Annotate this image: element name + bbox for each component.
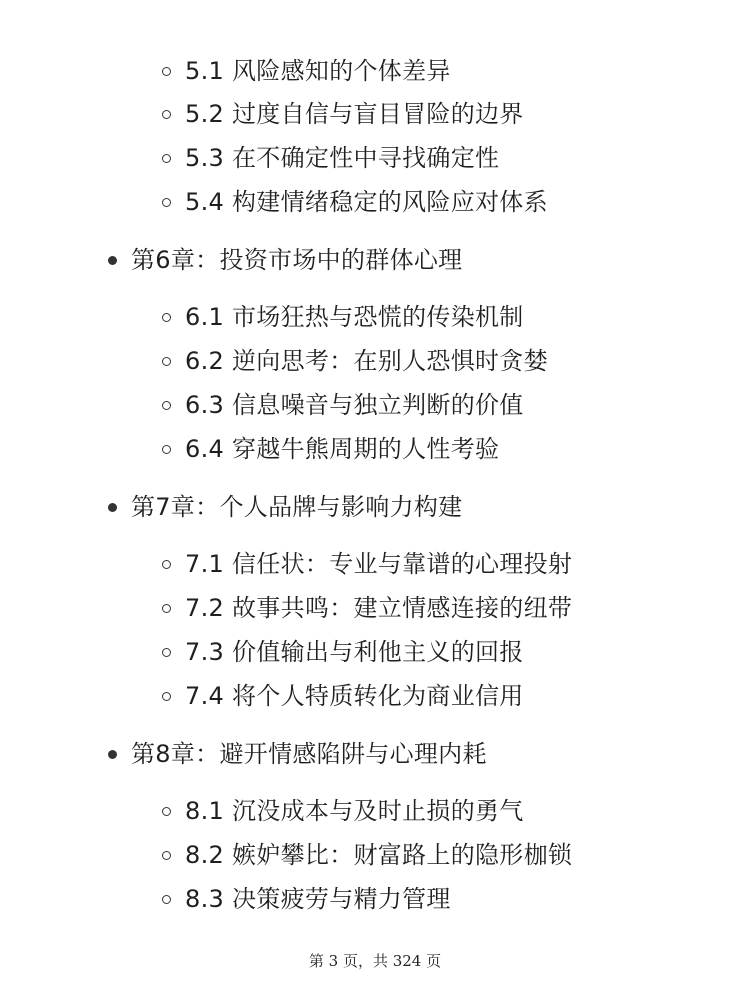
solid-disc-bullet-icon [108,503,117,512]
toc-chapter-item [108,240,462,280]
toc-item-label: 5.1 风险感知的个体差异 [185,57,451,85]
toc-subsection-item [162,385,524,425]
toc-subsection-item [162,588,572,628]
toc-item-label: 7.2 故事共鸣：建立情感连接的纽带 [185,594,573,622]
toc-item-label: 7.4 将个人特质转化为商业信用 [185,682,524,710]
toc-subsection-item [162,676,524,716]
hollow-circle-bullet-icon [162,851,171,860]
hollow-circle-bullet-icon [162,445,171,454]
toc-item-label: 5.4 构建情绪稳定的风险应对体系 [185,188,548,216]
hollow-circle-bullet-icon [162,401,171,410]
toc-subsection-item [162,791,524,831]
toc-subsection-item [162,182,548,222]
toc-subsection-item [162,544,572,584]
toc-chapter-label: 第7章：个人品牌与影响力构建 [131,493,463,521]
toc-subsection-item [162,138,499,178]
toc-subsection-item [162,51,451,91]
toc-subsection-item [162,341,548,381]
toc-chapter-item [108,734,487,774]
toc-subsection-item [162,297,524,337]
hollow-circle-bullet-icon [162,692,171,701]
toc-subsection-item [162,94,524,134]
hollow-circle-bullet-icon [162,648,171,657]
hollow-circle-bullet-icon [162,313,171,322]
hollow-circle-bullet-icon [162,560,171,569]
toc-item-label: 8.2 嫉妒攀比：财富路上的隐形枷锁 [185,841,573,869]
hollow-circle-bullet-icon [162,895,171,904]
hollow-circle-bullet-icon [162,154,171,163]
hollow-circle-bullet-icon [162,110,171,119]
hollow-circle-bullet-icon [162,604,171,613]
toc-item-label: 7.3 价值输出与利他主义的回报 [185,638,524,666]
toc-item-label: 6.3 信息噪音与独立判断的价值 [185,391,524,419]
toc-item-label: 8.3 决策疲劳与精力管理 [185,885,451,913]
toc-subsection-item [162,835,572,875]
toc-item-label: 6.1 市场狂热与恐慌的传染机制 [185,303,524,331]
toc-item-label: 6.2 逆向思考：在别人恐惧时贪婪 [185,347,548,375]
toc-subsection-item [162,632,524,672]
toc-item-label: 6.4 穿越牛熊周期的人性考验 [185,435,500,463]
hollow-circle-bullet-icon [162,807,171,816]
solid-disc-bullet-icon [108,256,117,265]
hollow-circle-bullet-icon [162,198,171,207]
toc-subsection-item [162,429,499,469]
page-number-footer: 第 3 页，共 324 页 [308,952,442,970]
toc-chapter-label: 第6章：投资市场中的群体心理 [131,246,463,274]
hollow-circle-bullet-icon [162,357,171,366]
toc-subsection-item [162,879,451,919]
toc-item-label: 8.1 沉没成本与及时止损的勇气 [185,797,524,825]
toc-chapter-label: 第8章：避开情感陷阱与心理内耗 [131,740,487,768]
toc-item-label: 5.2 过度自信与盲目冒险的边界 [185,100,524,128]
toc-item-label: 7.1 信任状：专业与靠谱的心理投射 [185,550,573,578]
hollow-circle-bullet-icon [162,67,171,76]
toc-item-label: 5.3 在不确定性中寻找确定性 [185,144,500,172]
solid-disc-bullet-icon [108,750,117,759]
toc-chapter-item [108,487,462,527]
